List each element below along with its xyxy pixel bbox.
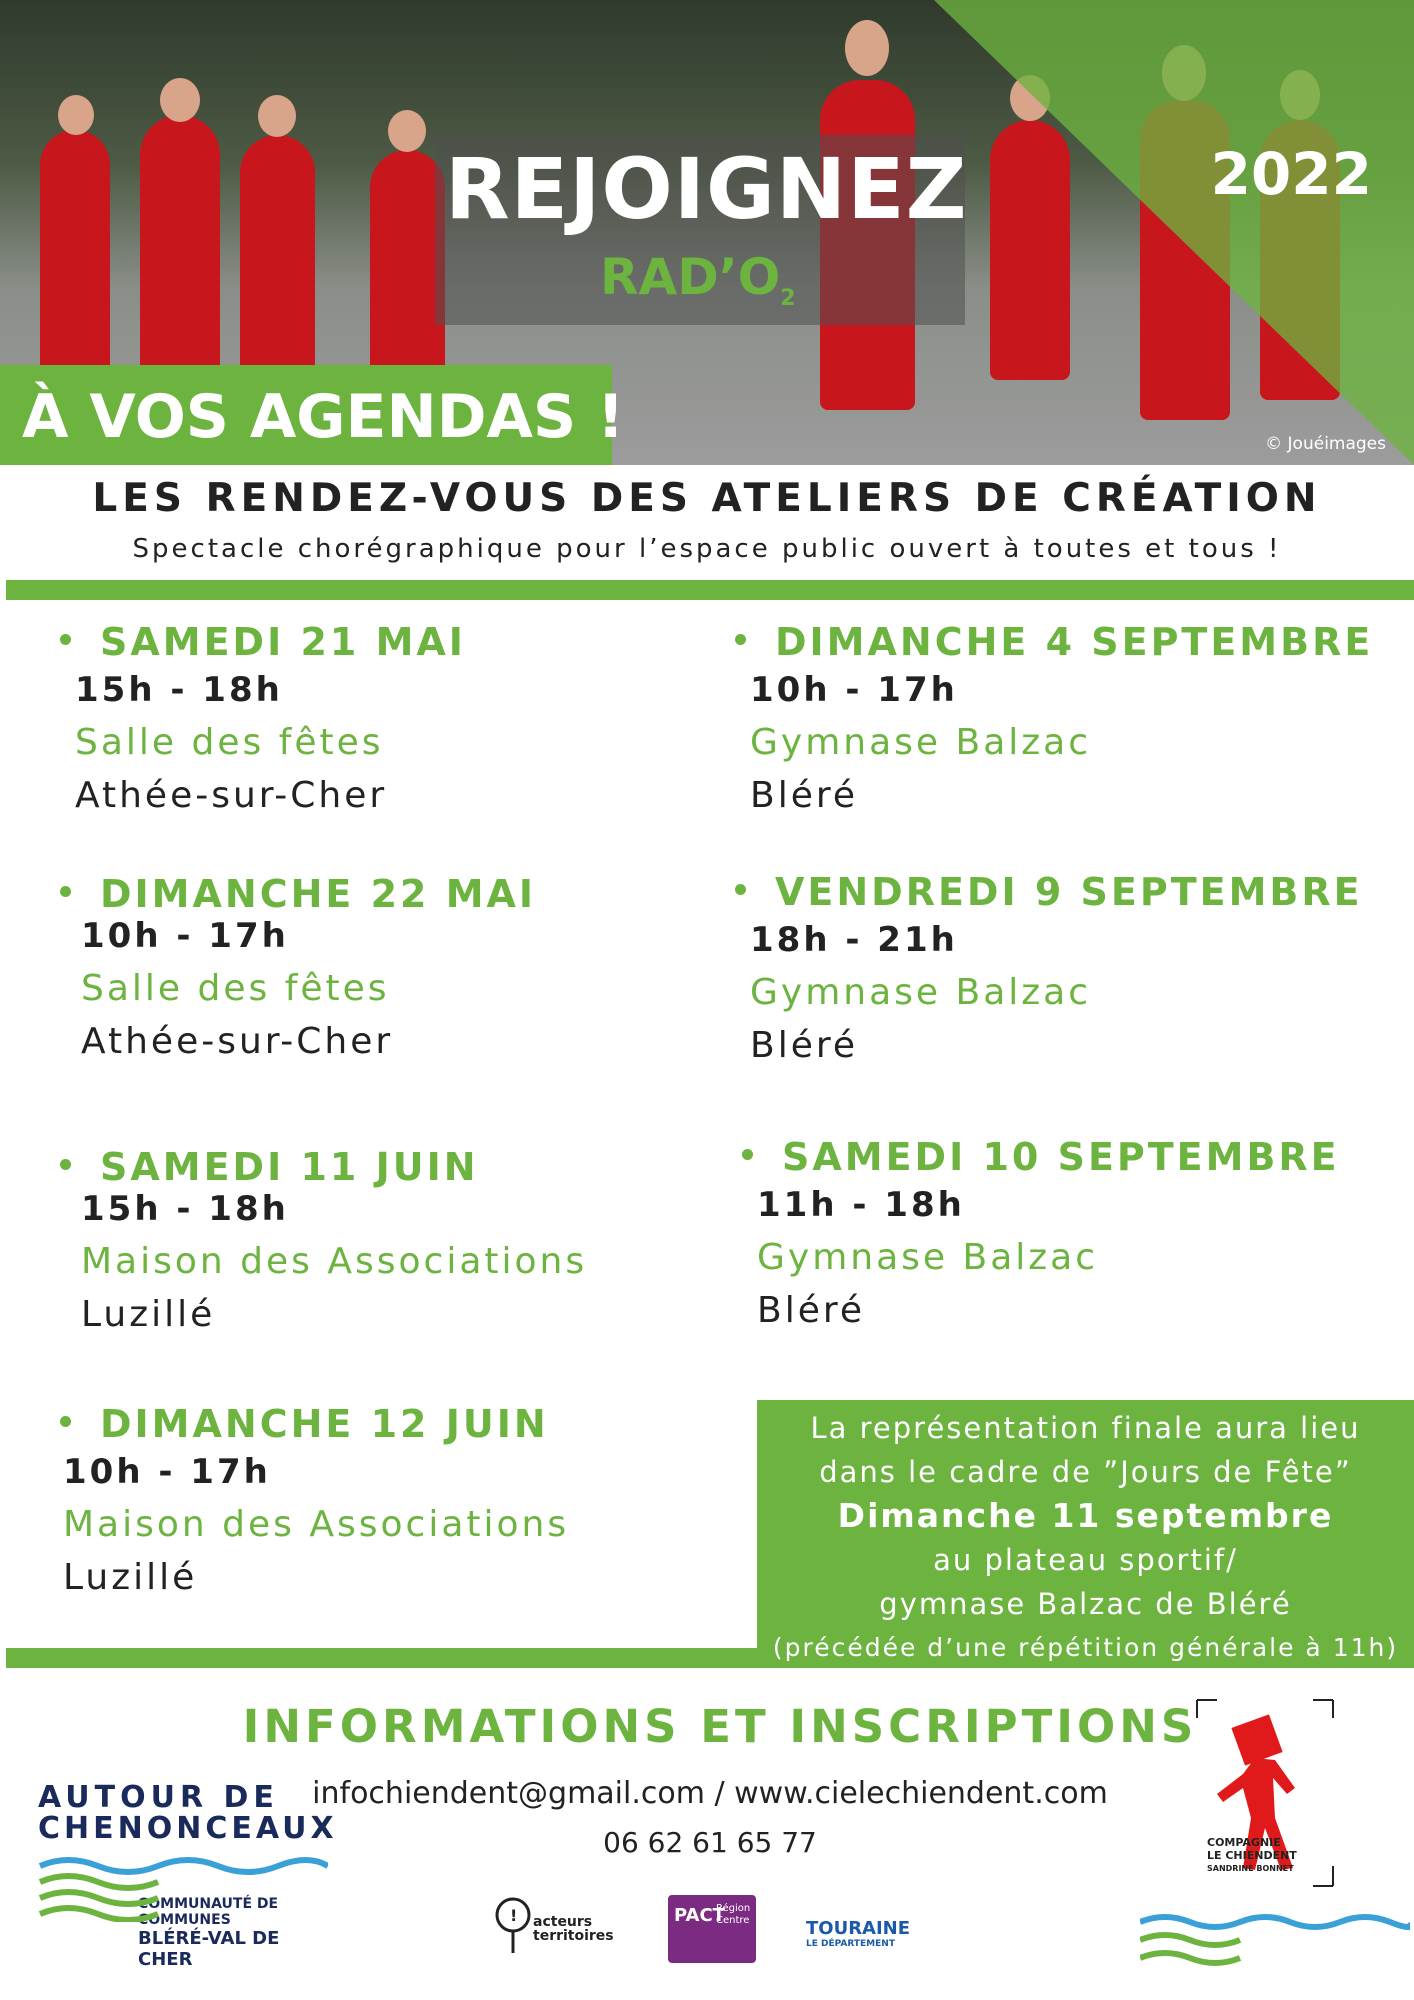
event-time: 10h - 17h [63,1452,271,1492]
event-town: Bléré [750,1025,859,1066]
event-day: SAMEDI 10 SEPTEMBRE [742,1135,1414,1179]
pact-label: PACT [674,1905,725,1926]
top-divider [6,580,1414,600]
event-item [60,1402,760,1598]
event-town: Athée-sur-Cher [75,775,388,816]
svg-text:!: ! [510,1906,518,1925]
bullet-icon [60,1159,71,1170]
event-item [60,1145,760,1335]
event-item [735,620,1414,816]
bullet-icon [60,1416,71,1427]
final-performance-box [757,1400,1414,1668]
acteurs-territoires-logo [493,1895,613,1965]
event-day: DIMANCHE 12 JUIN [60,1402,760,1446]
event-time: 15h - 18h [81,1189,289,1229]
photo-credit: © Jouéimages [1265,434,1386,454]
event-day: VENDREDI 9 SEPTEMBRE [735,870,1414,914]
bullet-icon [735,634,746,645]
event-venue: Maison des Associations [63,1504,570,1545]
event-day: SAMEDI 11 JUIN [60,1145,760,1189]
waves-icon [38,1852,328,1922]
bullet-icon [742,1149,753,1160]
acteurs-text: acteurs territoires [533,1914,614,1944]
bottom-divider [6,1648,757,1668]
pact-region-logo [668,1895,756,1963]
chenonceaux-logo [38,1780,338,1970]
event-item [60,620,760,816]
tree-icon [493,1895,533,1955]
chiendent-brand-text: COMPAGNIE LE CHIENDENT SANDRINE BONNET [1207,1836,1297,1873]
event-day: DIMANCHE 4 SEPTEMBRE [735,620,1414,664]
logo-line: AUTOUR DE [38,1780,279,1815]
final-note: (précédée d’une répétition générale à 11h) [772,1633,1399,1662]
event-time: 10h - 17h [81,916,289,956]
bullet-icon [735,884,746,895]
event-venue: Gymnase Balzac [757,1237,1099,1278]
touraine-logo [806,1918,946,1948]
bullet-icon [60,634,71,645]
tagline: Spectacle chorégraphique pour l’espace public ouvert à toutes et tous ! [132,534,1282,564]
event-town: Athée-sur-Cher [81,1021,394,1062]
final-line: au plateau sportif/ [933,1543,1238,1577]
event-item [735,870,1414,1066]
event-town: Bléré [757,1290,866,1331]
event-time: 10h - 17h [750,670,958,710]
final-date: Dimanche 11 septembre [837,1496,1334,1535]
event-venue: Maison des Associations [81,1241,588,1282]
touraine-label: TOURAINE [806,1918,911,1939]
event-day: SAMEDI 21 MAI [60,620,760,664]
headline: LES RENDEZ-VOUS DES ATELIERS DE CRÉATION [92,476,1322,521]
logo-line: BLÉRÉ-VAL DE CHER [138,1928,280,1970]
hero-title: REJOIGNEZ [445,140,968,238]
pact-region: Région Centre [716,1903,751,1926]
event-town: Bléré [750,775,859,816]
phone-number[interactable]: 06 62 61 65 77 [603,1826,817,1859]
event-venue: Gymnase Balzac [750,722,1092,763]
hero-year: 2022 [1210,140,1372,208]
event-time: 18h - 21h [750,920,958,960]
info-title: INFORMATIONS ET INSCRIPTIONS [242,1700,1198,1753]
event-town: Luzillé [81,1294,216,1335]
logo-line: COMMUNAUTÉ DE COMMUNES [138,1896,279,1928]
hero-photo [0,0,1414,465]
final-line: dans le cadre de ”Jours de Fête” [819,1455,1352,1489]
event-venue: Gymnase Balzac [750,972,1092,1013]
bullet-icon [60,886,71,897]
event-time: 11h - 18h [757,1185,965,1225]
chiendent-logo [1195,1698,1335,1888]
event-venue: Salle des fêtes [75,722,384,763]
waves-icon [1140,1910,1410,1980]
event-venue: Salle des fêtes [81,968,390,1009]
contact-line[interactable]: infochiendent@gmail.com / www.cielechiendent.com [312,1776,1108,1811]
event-town: Luzillé [63,1557,198,1598]
final-line: La représentation finale aura lieu [810,1411,1361,1445]
touraine-sub: LE DÉPARTEMENT [806,1939,895,1949]
event-time: 15h - 18h [75,670,283,710]
agenda-banner-text: À VOS AGENDAS ! [22,382,625,452]
hero-subtitle: $RAD’O_2$ [600,248,796,311]
final-line: gymnase Balzac de Bléré [879,1587,1292,1621]
logo-line: CHENONCEAUX [38,1811,338,1846]
event-day: DIMANCHE 22 MAI [60,872,760,916]
event-item [60,872,760,1062]
event-item [742,1135,1414,1331]
